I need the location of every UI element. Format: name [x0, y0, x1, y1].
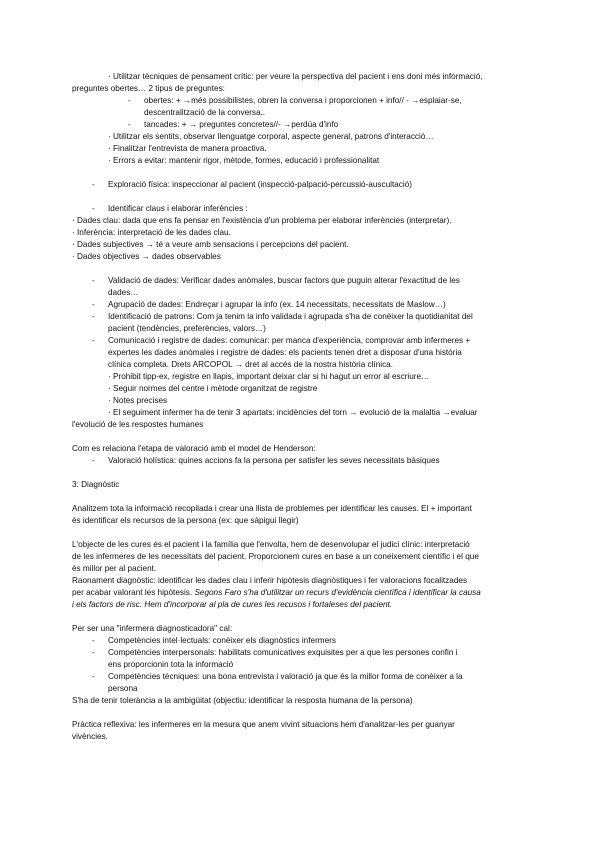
text-line — [72, 600, 392, 611]
text-line: · Prohibit tipp-ex, registre en llapis, important deixar clar si hi hagut un error al escriure… — [108, 372, 430, 381]
text-line: és identificar els recursos de la persona (ex: que sàpigui llegir) — [72, 516, 299, 525]
list-dash: - — [92, 312, 95, 321]
text-line: és millor per al pacient. — [72, 564, 157, 573]
text-line: ens proporcionin tota la informació — [108, 660, 234, 669]
text-line: · Utilitzar els sentits, observar llenguatge corporal, aspecte general, patrons d'interacció… — [108, 132, 434, 141]
text-line: l'evolució de les respostes humanes — [72, 420, 204, 429]
text-line: Per ser una "infermera diagnosticadora" cal: — [72, 624, 233, 633]
text-line: Analitzem tota la informació recopilada i crear una llista de problemes per identificar les causes. El + important — [72, 504, 472, 513]
text-line: · Finalitzar l'entrevista de manera proactiva. — [108, 144, 267, 153]
text-line: Com es relaciona l'etapa de valoració amb el model de Henderson: — [72, 444, 316, 453]
text-line: · Dades clau: dada que ens fa pensar en l'existència d'un problema per elaborar inferències (interpretar). — [72, 216, 452, 225]
text-line: · Dades subjectives → té a veure amb sensacions i percepcions del pacient. — [72, 240, 349, 249]
text-line: · Errors a evitar: mantenir rigor, mètode, formes, educació i professionalitat — [108, 156, 380, 165]
list-dash: - — [92, 636, 95, 645]
italic-segment: i els factors de risc. Hem d'incorporar al pla de cures les recusos i fortaleses del pacient. — [72, 600, 393, 609]
list-dash: - — [92, 180, 95, 189]
text-line: S'ha de tenir tolerància a la ambigüitat (objectiu: identificar la resposta humana de la persona) — [72, 696, 413, 705]
text-line: Identificar claus i elaborar inferències : — [108, 204, 248, 213]
section-heading: 3: Diagnòstic — [72, 480, 120, 489]
list-dash: - — [92, 276, 95, 285]
list-dash: - — [92, 336, 95, 345]
text-line: preguntes obertes… 2 tipus de preguntes: — [72, 84, 225, 93]
text-line: Pràctica reflexiva: les infermeres en la mesura que anem vivint situacions hem d'analitzar-les per guanyar — [72, 720, 455, 729]
text-line: obertes: + →més possibilistes, obren la conversa i proporcionen + info// - →esplaiar-se, — [144, 96, 462, 105]
list-dash: - — [92, 204, 95, 213]
text-line: persona — [108, 684, 138, 693]
text-line — [72, 588, 481, 599]
text-line: · Dades objectives → dades observables — [72, 252, 221, 261]
text-segment: per acabar valorant les hipòtesis. — [72, 588, 195, 597]
text-line: · Seguir normes del centre i mètode organitzat de registre — [108, 384, 318, 393]
text-line: expertes les dades anòmales i registre de dades: els pacients tenen dret a disposar d'una història — [108, 348, 462, 357]
text-line: tancades: + → preguntes concretes//- →perdúa d'info — [144, 120, 339, 129]
text-line: Competències intel·lectuals: conèixer els diagnòstics infermers — [108, 636, 336, 645]
text-line: vivències. — [72, 732, 108, 741]
text-line: pacient (tendències, preferències, valors…) — [108, 324, 266, 333]
text-line: Validació de dades: Verificar dades anòmales, buscar factors que puguin alterar l'exactitud de les — [108, 276, 460, 285]
list-dash: - — [92, 648, 95, 657]
text-line: Identificació de patrons: Com ja tenim la info validada i agrupada s'ha de conèixer la quotidianitat del — [108, 312, 473, 321]
text-line: Competències tècniques: una bona entrevista i valoració ja que és la millor forma de conèixer a la — [108, 672, 463, 681]
text-line: Valoració holística: quines accions fa la persona per satisfer les seves necessitats bàsiques — [108, 456, 440, 465]
italic-segment: Segons Faro s'ha d'utilitzar un recurs d'evidència científica i identificar la causa — [194, 588, 481, 597]
text-line: · Utilitzar tècniques de pensament crític: per veure la perspectiva del pacient i ens doni més informació, — [108, 72, 483, 81]
list-dash: - — [128, 120, 131, 129]
text-line: Comunicació i registre de dades: comunicar: per manca d'experiència, comprovar amb infermeres + — [108, 336, 471, 345]
text-line: Agrupació de dades: Endreçar i agrupar la info (ex. 14 necessitats, necessitats de Maslow…) — [108, 300, 446, 309]
text-line: · Notes precises — [108, 396, 168, 405]
text-line: descentralització de la conversa.. — [144, 108, 266, 117]
text-line: Competències interpersonals: habilitats comunicatives exquisites per a que les persones confin i — [108, 648, 458, 657]
text-line: de les infermeres de les necessitats del pacient. Proporcionem cures en base a un coneixement científic i el que — [72, 552, 479, 561]
text-line: clínica completa. Drets ARCOPOL → dret al accés de la nostra història clínica. — [108, 360, 394, 369]
text-line: · Inferència: interpretació de les dades clau. — [72, 228, 231, 237]
text-line: Raonament diagnòstic: identificar les dades clau i inferir hipòtesis diagnòstiques i fer valoracions focalitzades — [72, 576, 468, 585]
text-line: · El seguiment infermer ha de tenir 3 apartats: incidències del torn → evolució de la malaltia →evaluar — [108, 408, 478, 417]
list-dash: - — [128, 96, 131, 105]
list-dash: - — [92, 672, 95, 681]
text-line: dades… — [108, 288, 139, 297]
text-line: Exploració física: inspeccionar al pacient (inspecció-palpació-percussió-auscultació) — [108, 180, 412, 189]
list-dash: - — [92, 300, 95, 309]
text-line: L'objecte de les cures és el pacient i la família que l'envolta, hem de desenvolupar el judici clínic: interpretació — [72, 540, 470, 549]
list-dash: - — [92, 456, 95, 465]
